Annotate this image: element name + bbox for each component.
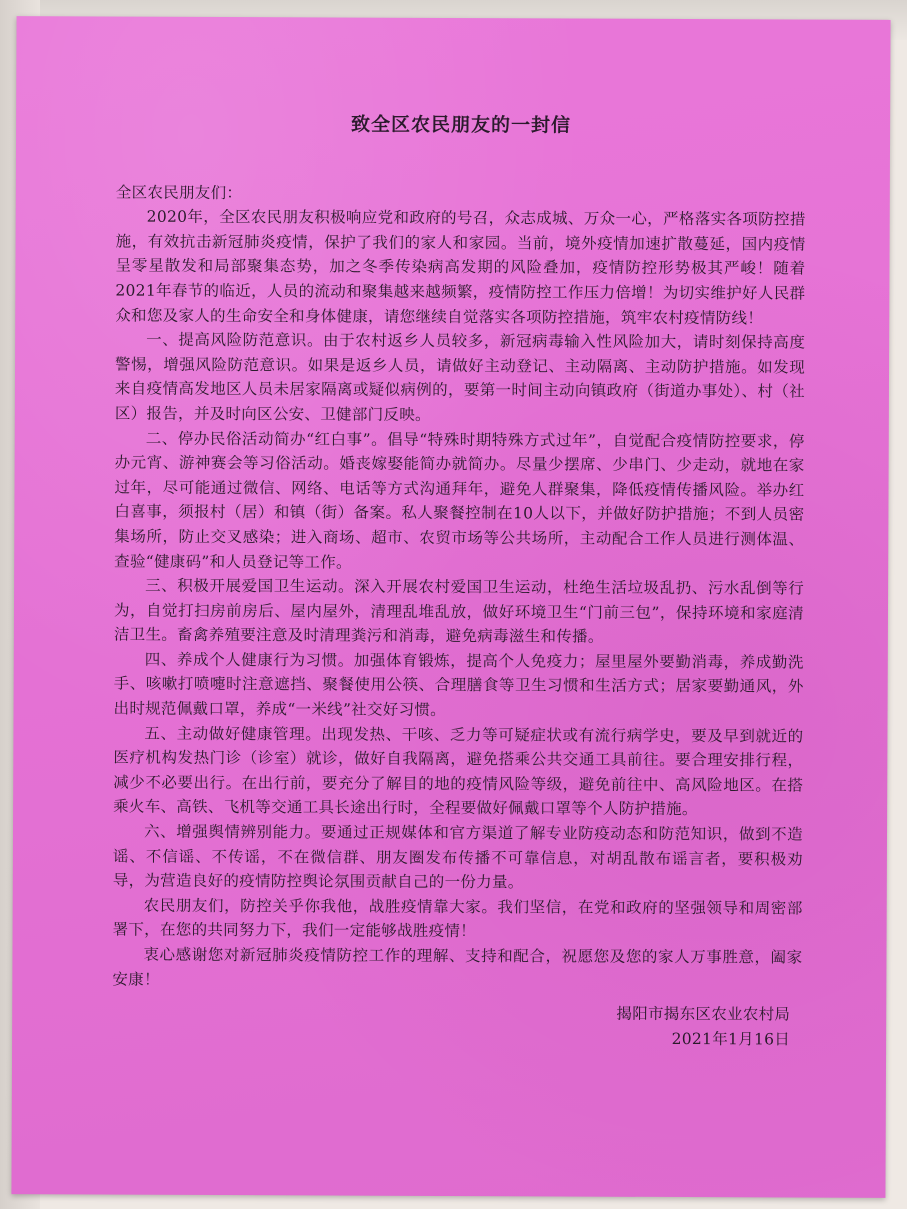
letter-content: [112, 112, 806, 1052]
letter-paper: [11, 16, 890, 1198]
paragraph-thanks: 衷心感谢您对新冠肺炎疫情防控工作的理解、支持和配合，祝愿您及您的家人万事胜意，阖家安康！: [112, 945, 803, 989]
paragraph-section-3: 三、积极开展爱国卫生运动。深入开展农村爱国卫生运动，杜绝生活垃圾乱扔、污水乱倒等行为，自觉打扫房前房后、屋内屋外，清理乱堆乱放，做好环境卫生“门前三包”，保持环境和家庭清洁卫生。畜禽养殖要注意及时清理粪污和消毒，避免病毒滋生和传播。: [113, 576, 805, 646]
paragraph-section-5: 五、主动做好健康管理。出现发热、干咳、乏力等可疑症状或有流行病学史，要及早到就近的医疗机构发热门诊（诊室）就诊，做好自我隔离，避免搭乘公共交通工具前往。要合理安排行程，减少不必要出行。在出行前，要充分了解目的地的疫情风险等级，避免前往中、高风险地区。在搭乘火车、高铁、飞机等交通工具长途出行时，全程要做好佩戴口罩等个人防护措施。: [113, 724, 804, 819]
paragraph-section-1: 一、提高风险防范意识。由于农村返乡人员较多，新冠病毒输入性风险加大，请时刻保持高度警惕，增强风险防范意识。如果是返乡人员，请做好主动登记、主动隔离、主动防护措施。如发现来自疫情高发地区人员未居家隔离或疑似病例的，要第一时间主动向镇政府（街道办事处）、村（社区）报告，并及时向区公安、卫健部门反映。: [114, 330, 806, 424]
paragraph-section-4: 四、养成个人健康行为习惯。加强体育锻炼，提高个人免疫力；屋里屋外要勤消毒，养成勤洗手、咳嗽打喷嚏时注意遮挡、聚餐使用公筷、合理膳食等卫生习惯和生活方式；居家要勤通风，外出时规范佩戴口罩，养成“一米线”社交好习惯。: [113, 650, 804, 720]
paragraph-intro: 2020年，全区农民朋友积极响应党和政府的号召，众志成城、万众一心，严格落实各项防控措施，有效抗击新冠肺炎疫情，保护了我们的家人和家园。当前，境外疫情加速扩散蔓延，国内疫情呈零星散发和局部聚集态势，加之冬季传染病高发期的风险叠加，疫情防控形势极其严峻！随着2021年春节的临近，人员的流动和聚集越来越频繁，疫情防控工作压力倍增！为切实维护好人民群众和您及家人的生命安全和身体健康，请您继续自觉落实各项防控措施，筑牢农村疫情防线！: [115, 207, 806, 327]
paragraph-section-6: 六、增强舆情辨别能力。要通过正规媒体和官方渠道了解专业防疫动态和防范知识，做到不造谣、不信谣、不传谣，不在微信群、朋友圈发布传播不可靠信息，对胡乱散布谣言者，要积极劝导，为营造良好的疫情防控舆论氛围贡献自己的一份力量。: [112, 822, 804, 892]
letter-salutation: 全区农民朋友们：: [115, 183, 243, 202]
signature-date: 2021年1月16日: [671, 1029, 791, 1049]
letter-signature: [112, 1000, 802, 1052]
letter-title: 致全区农民朋友的一封信: [351, 113, 572, 137]
signature-org: 揭阳市揭东区农业农村局: [616, 1004, 791, 1024]
paragraph-section-2: 二、停办民俗活动简办“红白事”。倡导“特殊时期特殊方式过年”，自觉配合疫情防控要求，停办元宵、游神赛会等习俗活动。婚丧嫁娶能简办就简办。尽量少摆席、少串门、少走动，就地在家过年，尽可能通过微信、网络、电话等方式沟通拜年，避免人群聚集，降低疫情传播风险。举办红白喜事，须报村（居）和镇（街）备案。私人聚餐控制在10人以下，并做好防护措施；不到人员密集场所，防止交叉感染；进入商场、超市、农贸市场等公共场所，主动配合工作人员进行测体温、查验“健康码”和人员登记等工作。: [114, 429, 805, 572]
paragraph-closing: 农民朋友们，防控关乎你我他，战胜疫情靠大家。我们坚信，在党和政府的坚强领导和周密部署下，在您的共同努力下，我们一定能够战胜疫情！: [112, 896, 803, 941]
